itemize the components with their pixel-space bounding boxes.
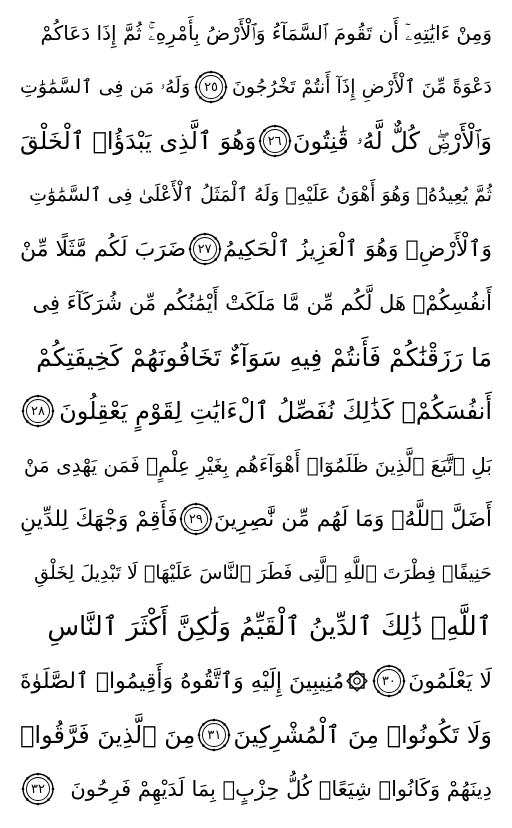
verse-text: حَنِيفًاۚ فِطْرَتَ ٱللَّهِ ٱلَّتِى فَطَرَ ٱلنَّاسَ عَلَيْهَاۚ لَا تَبْدِيلَ لِخَلْقِ [34, 562, 492, 584]
ayah-number: ٢٥ [204, 79, 219, 95]
text-line [20, 762, 492, 816]
text-line [20, 546, 492, 600]
rub-el-hizb-icon [345, 669, 369, 693]
ayah-number: ٢٨ [31, 403, 45, 419]
verse-text: وَٱلْأَرْضِۚ وَهُوَ ٱلْعَزِيزُ ٱلْحَكِيمُ [223, 236, 492, 262]
verse-text: وَٱلْأَرْضِۖ كُلٌّ لَّهُۥ قَٰنِتُونَ [292, 127, 492, 155]
ayah-number-marker [257, 123, 293, 159]
verse-text: وَهُوَ ٱلَّذِى يَبْدَؤُا۟ ٱلْخَلْقَ [20, 127, 257, 155]
ayah-number: ٢٩ [188, 511, 203, 527]
verse-text: وَلَهُۥ مَن فِى ٱلسَّمَٰوَٰتِ [20, 76, 191, 98]
text-line [20, 60, 492, 114]
verse-text: دَعْوَةً مِّنَ ٱلْأَرْضِ إِذَآ أَنتُمْ تَخْرُجُونَ [231, 76, 492, 98]
verse-text: أَضَلَّ ٱللَّهُۖ وَمَا لَهُم مِّن نَّٰصِرِينَ [214, 506, 492, 532]
ayah-number-marker [193, 69, 229, 105]
hizb-marker [345, 669, 369, 693]
text-line [20, 384, 492, 438]
verse-text: وَمِنْ ءَايَٰتِهِۦٓ أَن تَقُومَ ٱلسَّمَآءُ وَٱلْأَرْضُ بِأَمْرِهِۦۚ ثُمَّ إِذَا دَعَاكُمْ [40, 21, 492, 45]
text-line [20, 600, 492, 654]
text-line [20, 492, 492, 546]
ayah-number: ٣٠ [381, 673, 396, 689]
verse-text: وَلَا تَكُونُوا۟ مِنَ ٱلْمُشْرِكِينَ [233, 721, 492, 749]
text-line [20, 654, 492, 708]
verse-text: لَا يَعْلَمُونَ [408, 668, 492, 694]
verse-text: دِينَهُمْ وَكَانُوا۟ شِيَعًاۖ كُلُّ حِزْبٍۭ بِمَا لَدَيْهِمْ فَرِحُونَ [70, 777, 492, 801]
verse-text: مُنِيبِينَ إِلَيْهِ وَٱتَّقُوهُ وَأَقِيمُوا۟ ٱلصَّلَوٰةَ [20, 668, 345, 694]
ayah-number-marker [178, 501, 214, 537]
text-line [20, 6, 492, 60]
text-line [20, 438, 492, 492]
ayah-number: ٣١ [207, 727, 222, 743]
verse-text: أَنفُسِكُمْۖ هَل لَّكُم مِّن مَّا مَلَكَتْ أَيْمَٰنُكُم مِّن شُرَكَآءَ فِى [32, 291, 492, 315]
verse-text: أَنفُسَكُمْۚ كَذَٰلِكَ نُفَصِّلُ ٱلْءَايَٰتِ لِقَوْمٍ يَعْقِلُونَ [59, 397, 492, 425]
ayah-number: ٢٧ [197, 241, 212, 257]
ayah-number-marker [196, 717, 232, 753]
ayah-number-marker [187, 231, 223, 267]
text-line [20, 708, 492, 762]
ayah-number: ٣٢ [31, 781, 45, 797]
text-line [20, 222, 492, 276]
verse-text: ٱللَّهِۚ ذَٰلِكَ ٱلدِّينُ ٱلْقَيِّمُ وَلَٰكِنَّ أَكْثَرَ ٱلنَّاسِ [47, 612, 492, 642]
text-line [20, 168, 492, 222]
verse-text: بَلِ ٱتَّبَعَ ٱلَّذِينَ ظَلَمُوٓا۟ أَهْوَآءَهُم بِغَيْرِ عِلْمٍۖ فَمَن يَهْدِى مَنْ [23, 453, 492, 477]
verse-text: ضَرَبَ لَكُم مَّثَلًا مِّنْ [20, 236, 187, 262]
ayah-number: ٢٦ [267, 133, 282, 149]
verse-text: مَا رَزَقْنَٰكُمْ فَأَنتُمْ فِيهِ سَوَآءٌ تَخَافُونَهُمْ كَخِيفَتِكُمْ [36, 342, 492, 372]
verse-text: فَأَقِمْ وَجْهَكَ لِلدِّينِ [20, 506, 178, 532]
text-line [20, 114, 492, 168]
verse-text: ثُمَّ يُعِيدُهُۥ وَهُوَ أَهْوَنُ عَلَيْهِۚ وَلَهُ ٱلْمَثَلُ ٱلْأَعْلَىٰ فِى ٱلسَّمَٰوَٰتِ [29, 184, 492, 206]
ayah-number-marker [371, 663, 407, 699]
ayah-number-marker [20, 393, 56, 429]
verse-text: مِنَ ٱلَّذِينَ فَرَّقُوا۟ [20, 721, 196, 749]
ayah-number-marker [20, 771, 56, 807]
text-line [20, 276, 492, 330]
text-line [20, 330, 492, 384]
